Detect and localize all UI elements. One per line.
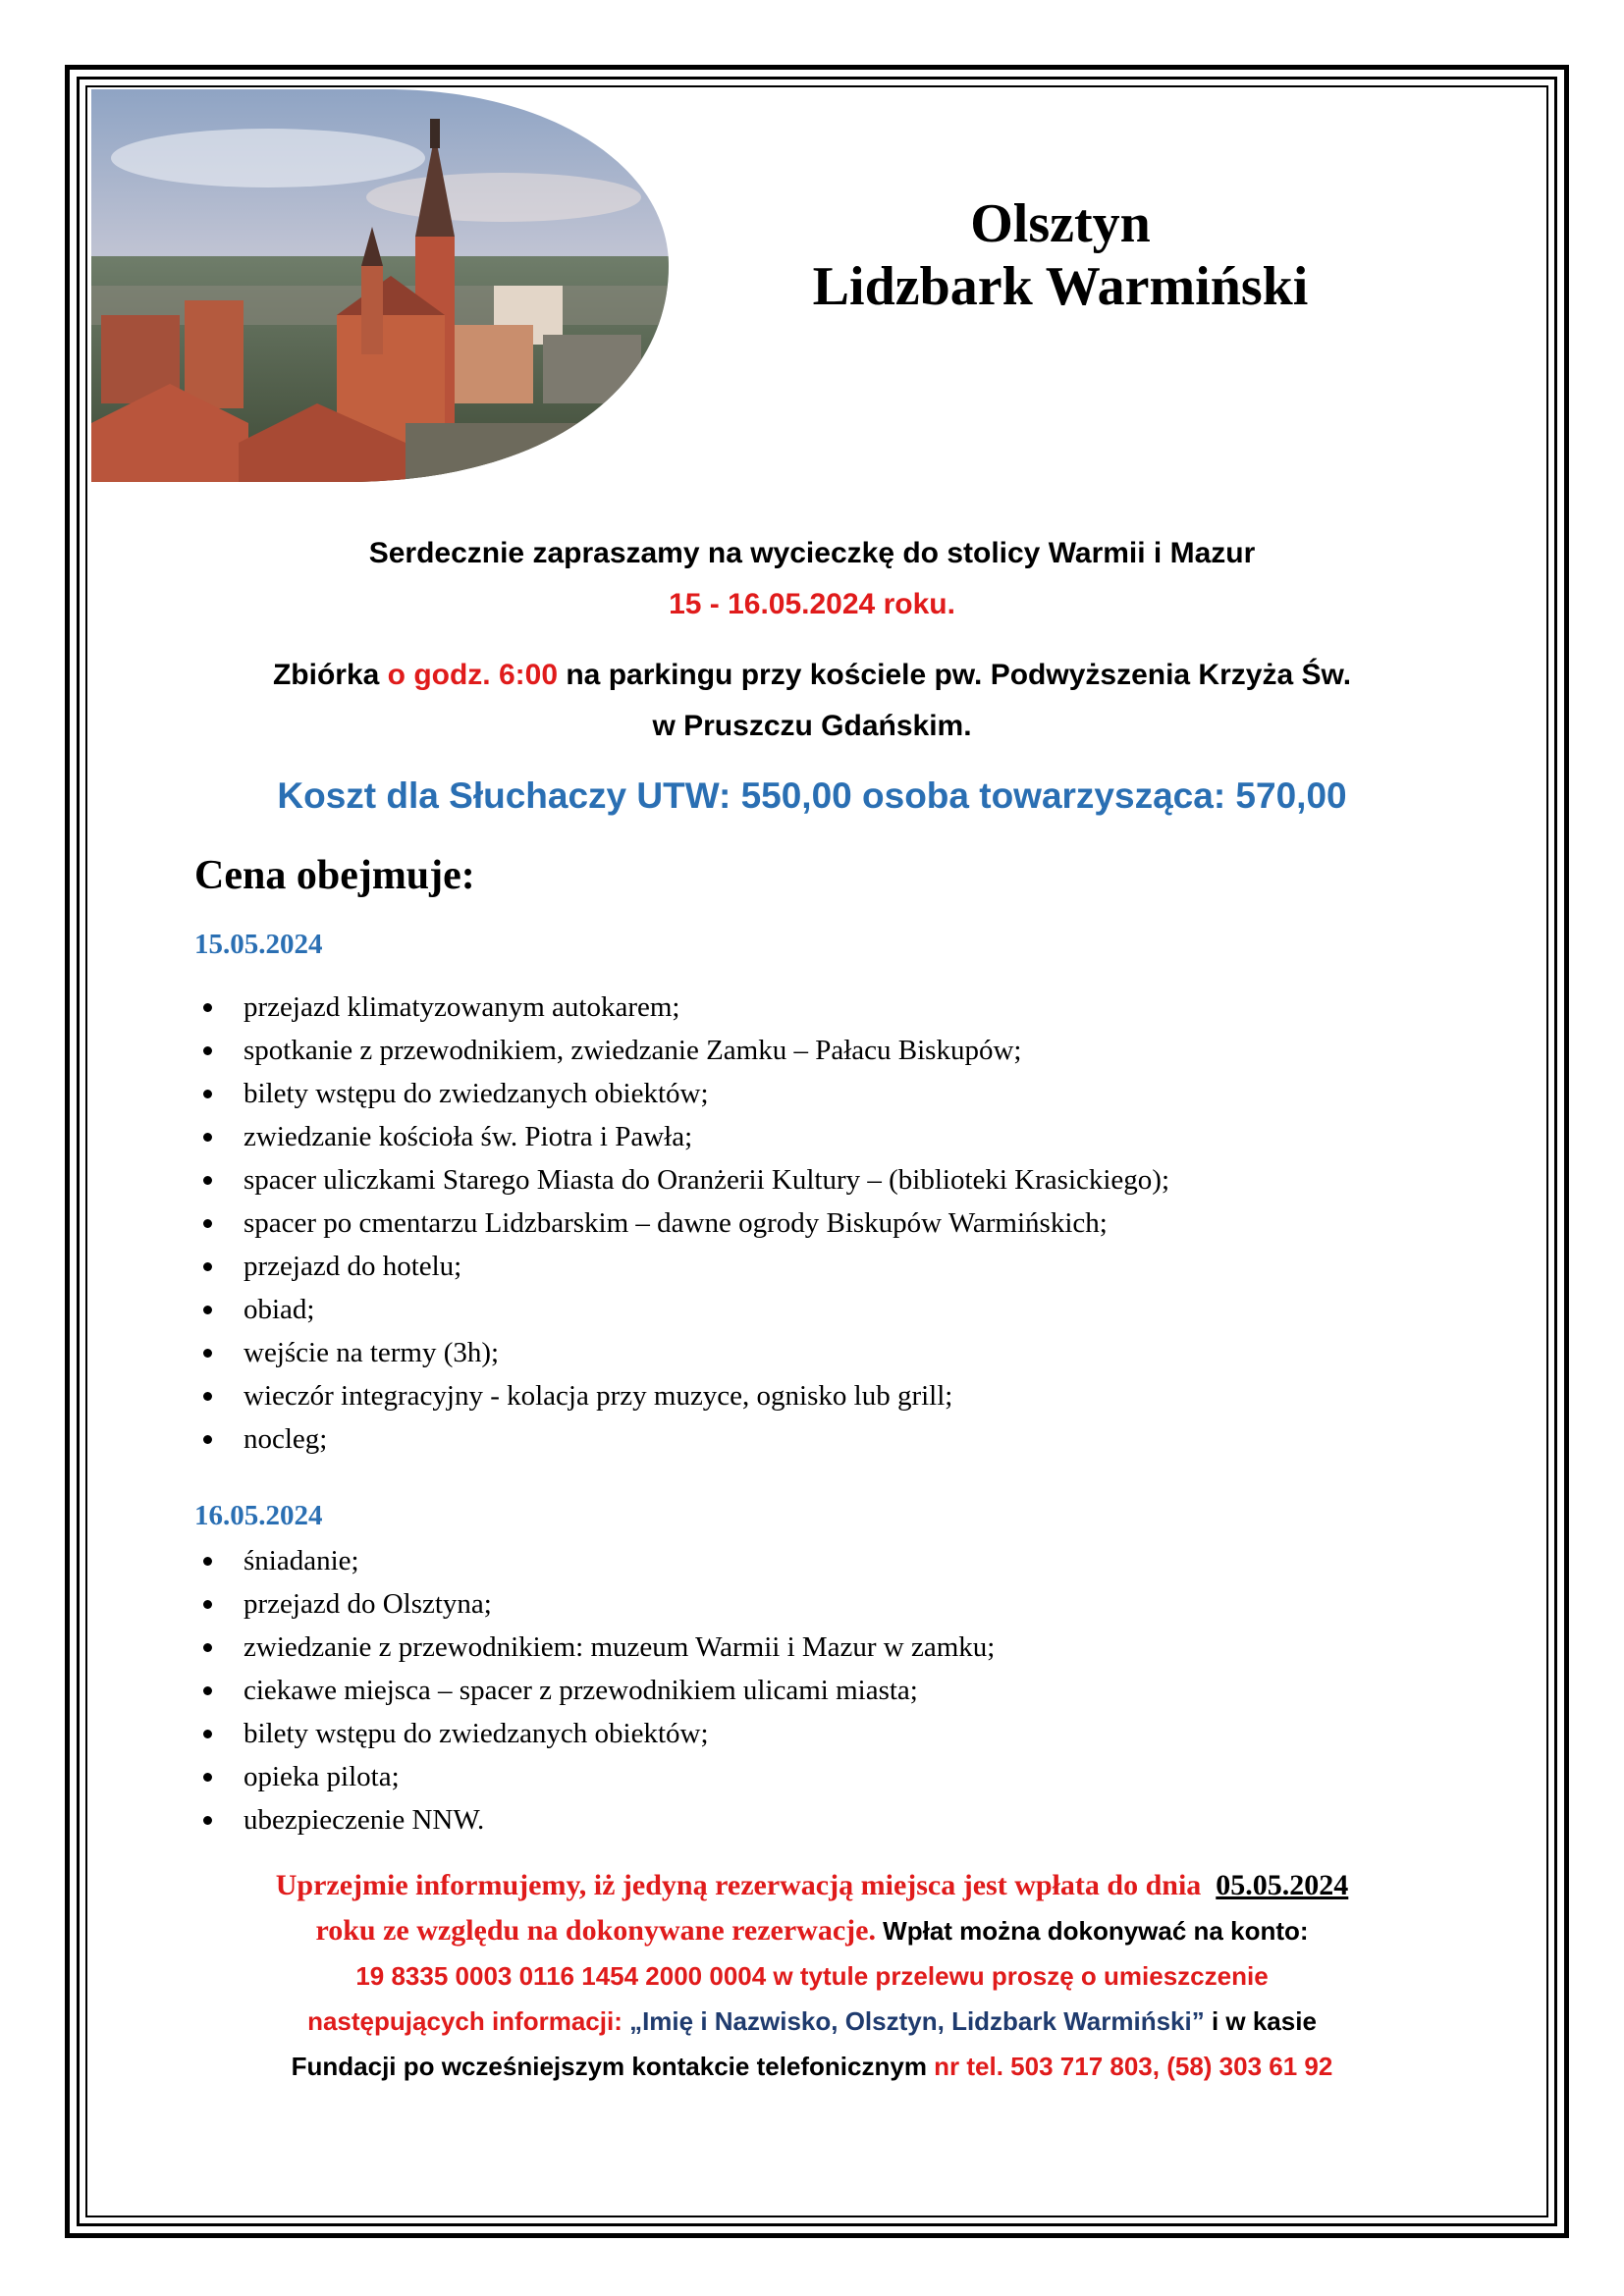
transfer-info-label: następujących informacji: [307, 2006, 623, 2036]
day2-date: 16.05.2024 [194, 1500, 323, 1531]
list-item: bilety wstępu do zwiedzanych obiektów; [194, 1712, 995, 1755]
meeting-place-line2: w Pruszczu Gdańskim. [652, 710, 972, 742]
payment-deadline: 05.05.2024 [1216, 1869, 1349, 1901]
trip-dates: 15 - 16.05.2024 roku. [669, 588, 955, 620]
list-item: śniadanie; [194, 1539, 995, 1582]
footer-line-1 [98, 1863, 1526, 1908]
list-item: przejazd klimatyzowanym autokarem; [194, 986, 1169, 1029]
payment-account-intro: Wpłat można dokonywać na konto: [875, 1916, 1309, 1946]
cash-desk-text: i w kasie [1204, 2006, 1317, 2036]
invite-text: Serdecznie zapraszamy na wycieczkę do stolicy Warmii i Mazur [368, 537, 1256, 569]
meeting-block [98, 650, 1526, 752]
list-item: wieczór integracyjny - kolacja przy muzyce, ognisko lub grill; [194, 1374, 1169, 1417]
includes-heading: Cena obejmuje: [194, 853, 475, 898]
day1-date: 15.05.2024 [194, 929, 323, 960]
day1-list [194, 986, 1169, 1461]
payment-info [98, 1863, 1526, 2089]
footer-line-5 [98, 2044, 1526, 2089]
bank-account: 19 8335 0003 0116 1454 2000 0004 w tytule przelewu proszę o umieszczenie [355, 1961, 1269, 1991]
list-item: wejście na termy (3h); [194, 1331, 1169, 1374]
phone-numbers: nr tel. 503 717 803, (58) 303 61 92 [934, 2052, 1333, 2081]
list-item: opieka pilota; [194, 1755, 995, 1798]
city-photo [91, 89, 669, 482]
list-item: ciekawe miejsca – spacer z przewodnikiem ulicami miasta; [194, 1669, 995, 1712]
intro-block [98, 528, 1526, 630]
list-item: zwiedzanie kościoła św. Piotra i Pawła; [194, 1115, 1169, 1158]
list-item: obiad; [194, 1288, 1169, 1331]
meeting-prefix: Zbiórka [272, 659, 388, 691]
list-item: spacer uliczkami Starego Miasta do Oranżerii Kultury – (biblioteki Krasickiego); [194, 1158, 1169, 1201]
title-line-lidzbark: Lidzbark Warmiński [812, 256, 1309, 317]
list-item: przejazd do hotelu; [194, 1245, 1169, 1288]
footer-line-4 [98, 1999, 1526, 2044]
list-item: spotkanie z przewodnikiem, zwiedzanie Zamku – Pałacu Biskupów; [194, 1029, 1169, 1072]
list-item: przejazd do Olsztyna; [194, 1582, 995, 1626]
list-item: ubezpieczenie NNW. [194, 1798, 995, 1842]
footer-line-2 [98, 1908, 1526, 1953]
day2-list [194, 1539, 995, 1842]
title-line-olsztyn: Olsztyn [970, 193, 1151, 254]
list-item: nocleg; [194, 1417, 1169, 1461]
list-item: zwiedzanie z przewodnikiem: muzeum Warmii i Mazur w zamku; [194, 1626, 995, 1669]
list-item: bilety wstępu do zwiedzanych obiektów; [194, 1072, 1169, 1115]
meeting-time: o godz. 6:00 [387, 659, 559, 691]
reservation-reason: roku ze względu na dokonywane rezerwacje. [315, 1914, 876, 1947]
reservation-notice: Uprzejmie informujemy, iż jedyną rezerwacją miejsca jest wpłata do dnia [275, 1869, 1202, 1901]
page-title [746, 192, 1375, 318]
contact-text: Fundacji po wcześniejszym kontakcie telefonicznym [291, 2052, 935, 2081]
cost-text: Koszt dla Słuchaczy UTW: 550,00 osoba towarzysząca: 570,00 [277, 775, 1347, 816]
list-item: spacer po cmentarzu Lidzbarskim – dawne ogrody Biskupów Warmińskich; [194, 1201, 1169, 1245]
transfer-title: „Imię i Nazwisko, Olsztyn, Lidzbark Warmiński” [622, 2006, 1205, 2036]
meeting-place: na parkingu przy kościele pw. Podwyższenia Krzyża Św. [558, 659, 1352, 691]
